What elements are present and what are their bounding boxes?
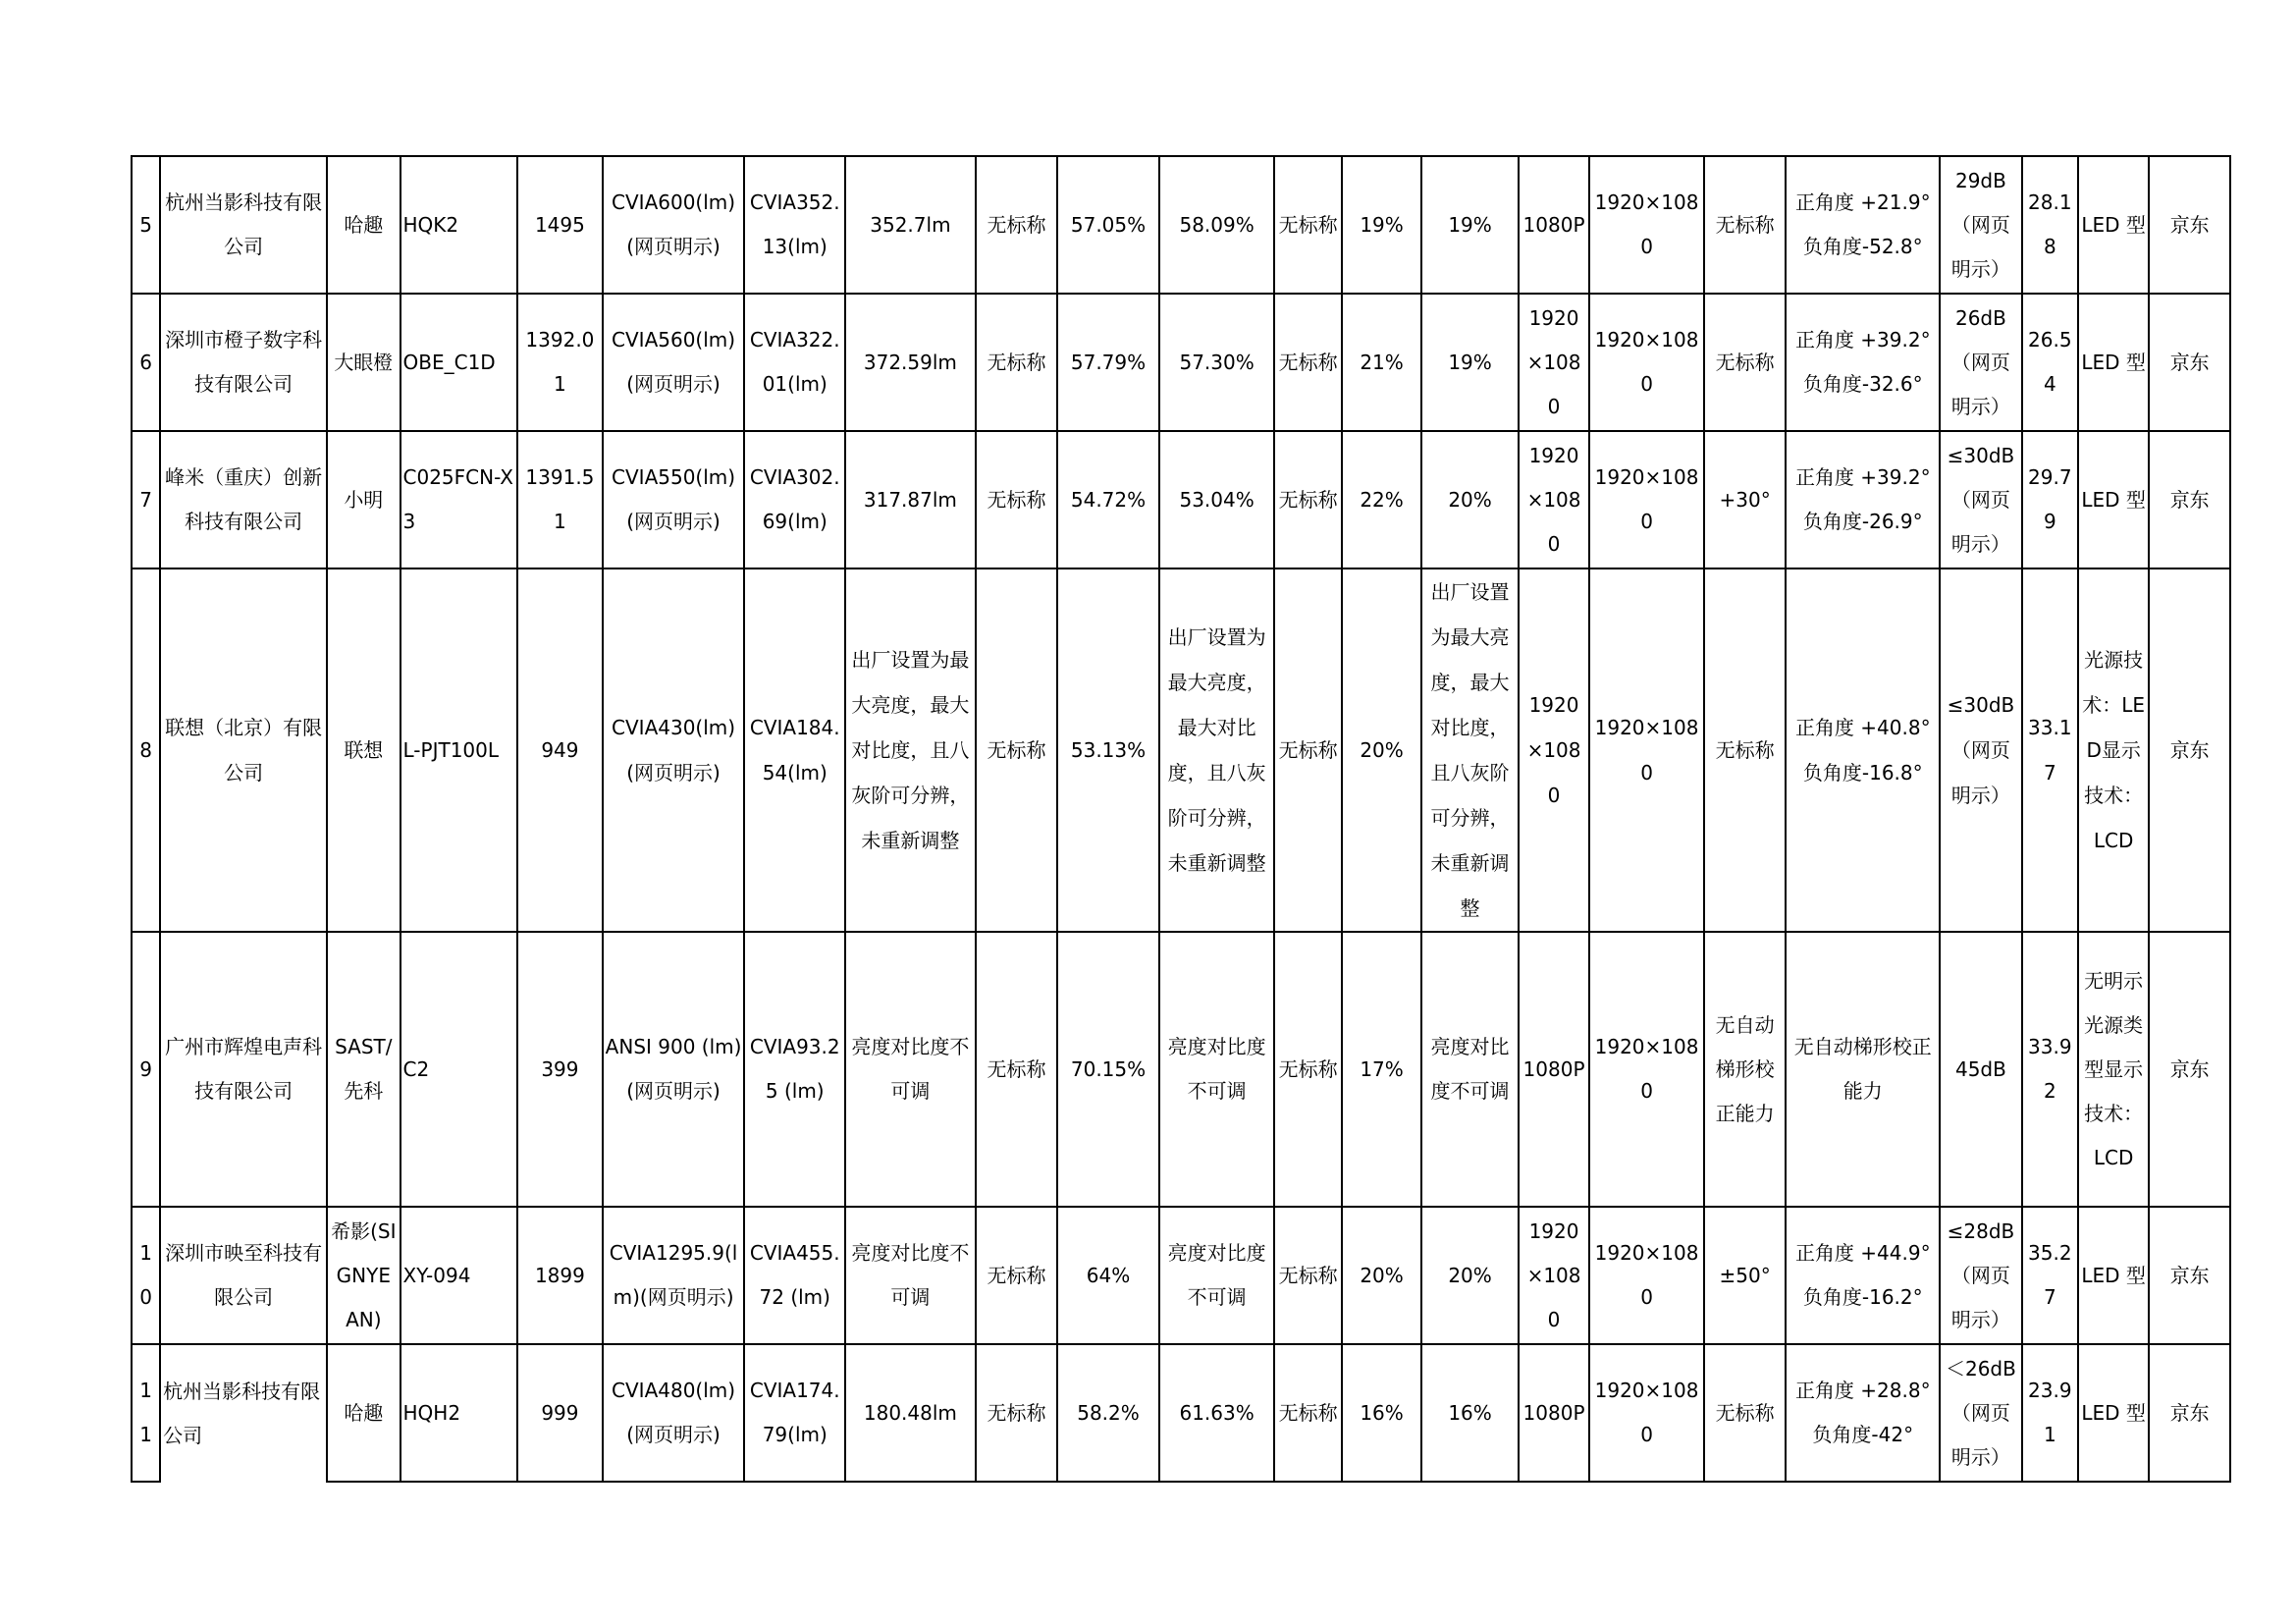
noise-cell: 29dB（网页明示）	[1940, 156, 2021, 294]
color-claim-cell: 无标称	[1274, 156, 1341, 294]
row-number-cell: 8	[132, 568, 160, 932]
claimed-brightness-cell: CVIA480(lm)(网页明示)	[603, 1344, 745, 1482]
claimed-brightness-cell: CVIA560(lm)(网页明示)	[603, 294, 745, 431]
contrast-claim-cell: 无标称	[976, 1207, 1057, 1344]
company-name-cell: 深圳市橙子数字科技有限公司	[160, 294, 327, 431]
power-cell: 33.17	[2022, 568, 2078, 932]
resolution-claimed-cell: 1920×1080	[1519, 568, 1589, 932]
color-claim-cell: 无标称	[1274, 1344, 1341, 1482]
color-result-cell: 16%	[1421, 1344, 1519, 1482]
brand-cell: 希影(SIGNYEAN)	[327, 1207, 400, 1344]
measured-brightness-cell: CVIA455.72 (lm)	[744, 1207, 845, 1344]
color-result-cell: 出厂设置为最大亮度，最大对比度，且八灰阶可分辨，未重新调整	[1421, 568, 1519, 932]
brightness-result-cell: 372.59lm	[845, 294, 976, 431]
contrast-claim-cell: 无标称	[976, 294, 1057, 431]
keystone-result-cell: 正角度 +39.2°负角度-26.9°	[1786, 431, 1940, 568]
color-result-cell: 19%	[1421, 294, 1519, 431]
uniformity-cell: 64%	[1057, 1207, 1159, 1344]
table-row	[132, 568, 2230, 932]
color-result-cell: 亮度对比度不可调	[1421, 932, 1519, 1207]
contrast-claim-cell: 无标称	[976, 932, 1057, 1207]
model-cell: OBE_C1D	[400, 294, 518, 431]
model-cell: XY-094	[400, 1207, 518, 1344]
sales-platform-cell: 京东	[2149, 294, 2230, 431]
table-row	[132, 1344, 2230, 1482]
contrast-result-cell: 57.30%	[1159, 294, 1275, 431]
company-name-cell: 联想（北京）有限公司	[160, 568, 327, 932]
sales-platform-cell: 京东	[2149, 156, 2230, 294]
light-source-type-cell: LED 型	[2078, 431, 2149, 568]
projector-test-table-page	[131, 155, 2231, 1483]
color-deviation-cell: 22%	[1342, 431, 1421, 568]
measured-brightness-cell: CVIA322.01(lm)	[744, 294, 845, 431]
power-cell: 35.27	[2022, 1207, 2078, 1344]
row-number-cell: 5	[132, 156, 160, 294]
price-cell: 1495	[517, 156, 602, 294]
brand-cell: 大眼橙	[327, 294, 400, 431]
resolution-claimed-cell: 1920×1080	[1519, 431, 1589, 568]
resolution-claimed-cell: 1080P	[1519, 932, 1589, 1207]
resolution-measured-cell: 1920×1080	[1589, 156, 1704, 294]
model-cell: L-PJT100L	[400, 568, 518, 932]
brand-cell: SAST/先科	[327, 932, 400, 1207]
uniformity-cell: 53.13%	[1057, 568, 1159, 932]
uniformity-cell: 57.05%	[1057, 156, 1159, 294]
noise-cell: 45dB	[1940, 932, 2021, 1207]
claimed-brightness-cell: CVIA430(lm)(网页明示)	[603, 568, 745, 932]
noise-cell: ≤30dB（网页明示）	[1940, 431, 2021, 568]
claimed-brightness-cell: ANSI 900 (lm)(网页明示)	[603, 932, 745, 1207]
price-cell: 1899	[517, 1207, 602, 1344]
measured-brightness-cell: CVIA302.69(lm)	[744, 431, 845, 568]
power-cell: 33.92	[2022, 932, 2078, 1207]
keystone-claim-cell: 无标称	[1704, 568, 1786, 932]
table-row	[132, 431, 2230, 568]
brand-cell: 联想	[327, 568, 400, 932]
contrast-result-cell: 出厂设置为最大亮度，最大对比度，且八灰阶可分辨，未重新调整	[1159, 568, 1275, 932]
color-claim-cell: 无标称	[1274, 431, 1341, 568]
color-deviation-cell: 20%	[1342, 1207, 1421, 1344]
sales-platform-cell: 京东	[2149, 932, 2230, 1207]
keystone-claim-cell: 无标称	[1704, 1344, 1786, 1482]
table-row	[132, 156, 2230, 294]
keystone-claim-cell: 无标称	[1704, 294, 1786, 431]
price-cell: 399	[517, 932, 602, 1207]
uniformity-cell: 58.2%	[1057, 1344, 1159, 1482]
resolution-measured-cell: 1920×1080	[1589, 568, 1704, 932]
row-number-cell: 11	[132, 1344, 160, 1482]
model-cell: C2	[400, 932, 518, 1207]
keystone-result-cell: 正角度 +40.8°负角度-16.8°	[1786, 568, 1940, 932]
row-number-cell: 10	[132, 1207, 160, 1344]
color-deviation-cell: 16%	[1342, 1344, 1421, 1482]
projector-test-results-table	[131, 155, 2231, 1483]
resolution-claimed-cell: 1080P	[1519, 156, 1589, 294]
brightness-result-cell: 180.48lm	[845, 1344, 976, 1482]
contrast-result-cell: 亮度对比度不可调	[1159, 1207, 1275, 1344]
color-claim-cell: 无标称	[1274, 568, 1341, 932]
contrast-claim-cell: 无标称	[976, 568, 1057, 932]
noise-cell: ≤30dB（网页明示）	[1940, 568, 2021, 932]
company-name-cell: 杭州当影科技有限公司	[160, 156, 327, 294]
brightness-result-cell: 亮度对比度不可调	[845, 1207, 976, 1344]
light-source-type-cell: LED 型	[2078, 156, 2149, 294]
model-cell: HQH2	[400, 1344, 518, 1482]
power-cell: 26.54	[2022, 294, 2078, 431]
noise-cell: ≤28dB（网页明示）	[1940, 1207, 2021, 1344]
table-row	[132, 294, 2230, 431]
measured-brightness-cell: CVIA174.79(lm)	[744, 1344, 845, 1482]
measured-brightness-cell: CVIA184.54(lm)	[744, 568, 845, 932]
light-source-type-cell: 光源技术：LED显示技术：LCD	[2078, 568, 2149, 932]
color-claim-cell: 无标称	[1274, 932, 1341, 1207]
brand-cell: 哈趣	[327, 1344, 400, 1482]
table-row	[132, 932, 2230, 1207]
resolution-claimed-cell: 1920×1080	[1519, 294, 1589, 431]
contrast-claim-cell: 无标称	[976, 156, 1057, 294]
measured-brightness-cell: CVIA93.25 (lm)	[744, 932, 845, 1207]
light-source-type-cell: LED 型	[2078, 1207, 2149, 1344]
uniformity-cell: 54.72%	[1057, 431, 1159, 568]
contrast-result-cell: 61.63%	[1159, 1344, 1275, 1482]
noise-cell: ＜26dB（网页明示）	[1940, 1344, 2021, 1482]
price-cell: 1392.01	[517, 294, 602, 431]
keystone-result-cell: 正角度 +39.2°负角度-32.6°	[1786, 294, 1940, 431]
keystone-claim-cell: 无标称	[1704, 156, 1786, 294]
resolution-measured-cell: 1920×1080	[1589, 294, 1704, 431]
brightness-result-cell: 352.7lm	[845, 156, 976, 294]
color-deviation-cell: 19%	[1342, 156, 1421, 294]
company-name-cell: 杭州当影科技有限公司	[160, 1344, 327, 1482]
brightness-result-cell: 出厂设置为最大亮度，最大对比度，且八灰阶可分辨，未重新调整	[845, 568, 976, 932]
contrast-result-cell: 58.09%	[1159, 156, 1275, 294]
color-deviation-cell: 20%	[1342, 568, 1421, 932]
keystone-claim-cell: 无自动梯形校正能力	[1704, 932, 1786, 1207]
uniformity-cell: 70.15%	[1057, 932, 1159, 1207]
color-deviation-cell: 17%	[1342, 932, 1421, 1207]
price-cell: 1391.51	[517, 431, 602, 568]
price-cell: 999	[517, 1344, 602, 1482]
keystone-result-cell: 正角度 +44.9°负角度-16.2°	[1786, 1207, 1940, 1344]
row-number-cell: 6	[132, 294, 160, 431]
light-source-type-cell: LED 型	[2078, 1344, 2149, 1482]
color-claim-cell: 无标称	[1274, 1207, 1341, 1344]
company-name-cell: 深圳市映至科技有限公司	[160, 1207, 327, 1344]
brand-cell: 哈趣	[327, 156, 400, 294]
contrast-result-cell: 53.04%	[1159, 431, 1275, 568]
brightness-result-cell: 亮度对比度不可调	[845, 932, 976, 1207]
sales-platform-cell: 京东	[2149, 431, 2230, 568]
sales-platform-cell: 京东	[2149, 568, 2230, 932]
claimed-brightness-cell: CVIA550(lm)(网页明示)	[603, 431, 745, 568]
contrast-claim-cell: 无标称	[976, 431, 1057, 568]
contrast-result-cell: 亮度对比度不可调	[1159, 932, 1275, 1207]
table-row	[132, 1207, 2230, 1344]
contrast-claim-cell: 无标称	[976, 1344, 1057, 1482]
model-cell: C025FCN-X3	[400, 431, 518, 568]
resolution-measured-cell: 1920×1080	[1589, 932, 1704, 1207]
noise-cell: 26dB（网页明示）	[1940, 294, 2021, 431]
power-cell: 28.18	[2022, 156, 2078, 294]
color-result-cell: 20%	[1421, 1207, 1519, 1344]
uniformity-cell: 57.79%	[1057, 294, 1159, 431]
color-result-cell: 20%	[1421, 431, 1519, 568]
resolution-measured-cell: 1920×1080	[1589, 1344, 1704, 1482]
claimed-brightness-cell: CVIA600(lm)(网页明示)	[603, 156, 745, 294]
resolution-claimed-cell: 1920×1080	[1519, 1207, 1589, 1344]
measured-brightness-cell: CVIA352.13(lm)	[744, 156, 845, 294]
brand-cell: 小明	[327, 431, 400, 568]
sales-platform-cell: 京东	[2149, 1207, 2230, 1344]
keystone-claim-cell: ±50°	[1704, 1207, 1786, 1344]
row-number-cell: 9	[132, 932, 160, 1207]
color-claim-cell: 无标称	[1274, 294, 1341, 431]
resolution-measured-cell: 1920×1080	[1589, 1207, 1704, 1344]
row-number-cell: 7	[132, 431, 160, 568]
company-name-cell: 广州市辉煌电声科技有限公司	[160, 932, 327, 1207]
resolution-measured-cell: 1920×1080	[1589, 431, 1704, 568]
power-cell: 29.79	[2022, 431, 2078, 568]
color-result-cell: 19%	[1421, 156, 1519, 294]
brightness-result-cell: 317.87lm	[845, 431, 976, 568]
light-source-type-cell: LED 型	[2078, 294, 2149, 431]
keystone-result-cell: 正角度 +28.8°负角度-42°	[1786, 1344, 1940, 1482]
color-deviation-cell: 21%	[1342, 294, 1421, 431]
keystone-claim-cell: +30°	[1704, 431, 1786, 568]
company-name-cell: 峰米（重庆）创新科技有限公司	[160, 431, 327, 568]
price-cell: 949	[517, 568, 602, 932]
keystone-result-cell: 正角度 +21.9°负角度-52.8°	[1786, 156, 1940, 294]
light-source-type-cell: 无明示光源类型显示技术：LCD	[2078, 932, 2149, 1207]
keystone-result-cell: 无自动梯形校正能力	[1786, 932, 1940, 1207]
model-cell: HQK2	[400, 156, 518, 294]
resolution-claimed-cell: 1080P	[1519, 1344, 1589, 1482]
claimed-brightness-cell: CVIA1295.9(lm)(网页明示)	[603, 1207, 745, 1344]
sales-platform-cell: 京东	[2149, 1344, 2230, 1482]
power-cell: 23.91	[2022, 1344, 2078, 1482]
